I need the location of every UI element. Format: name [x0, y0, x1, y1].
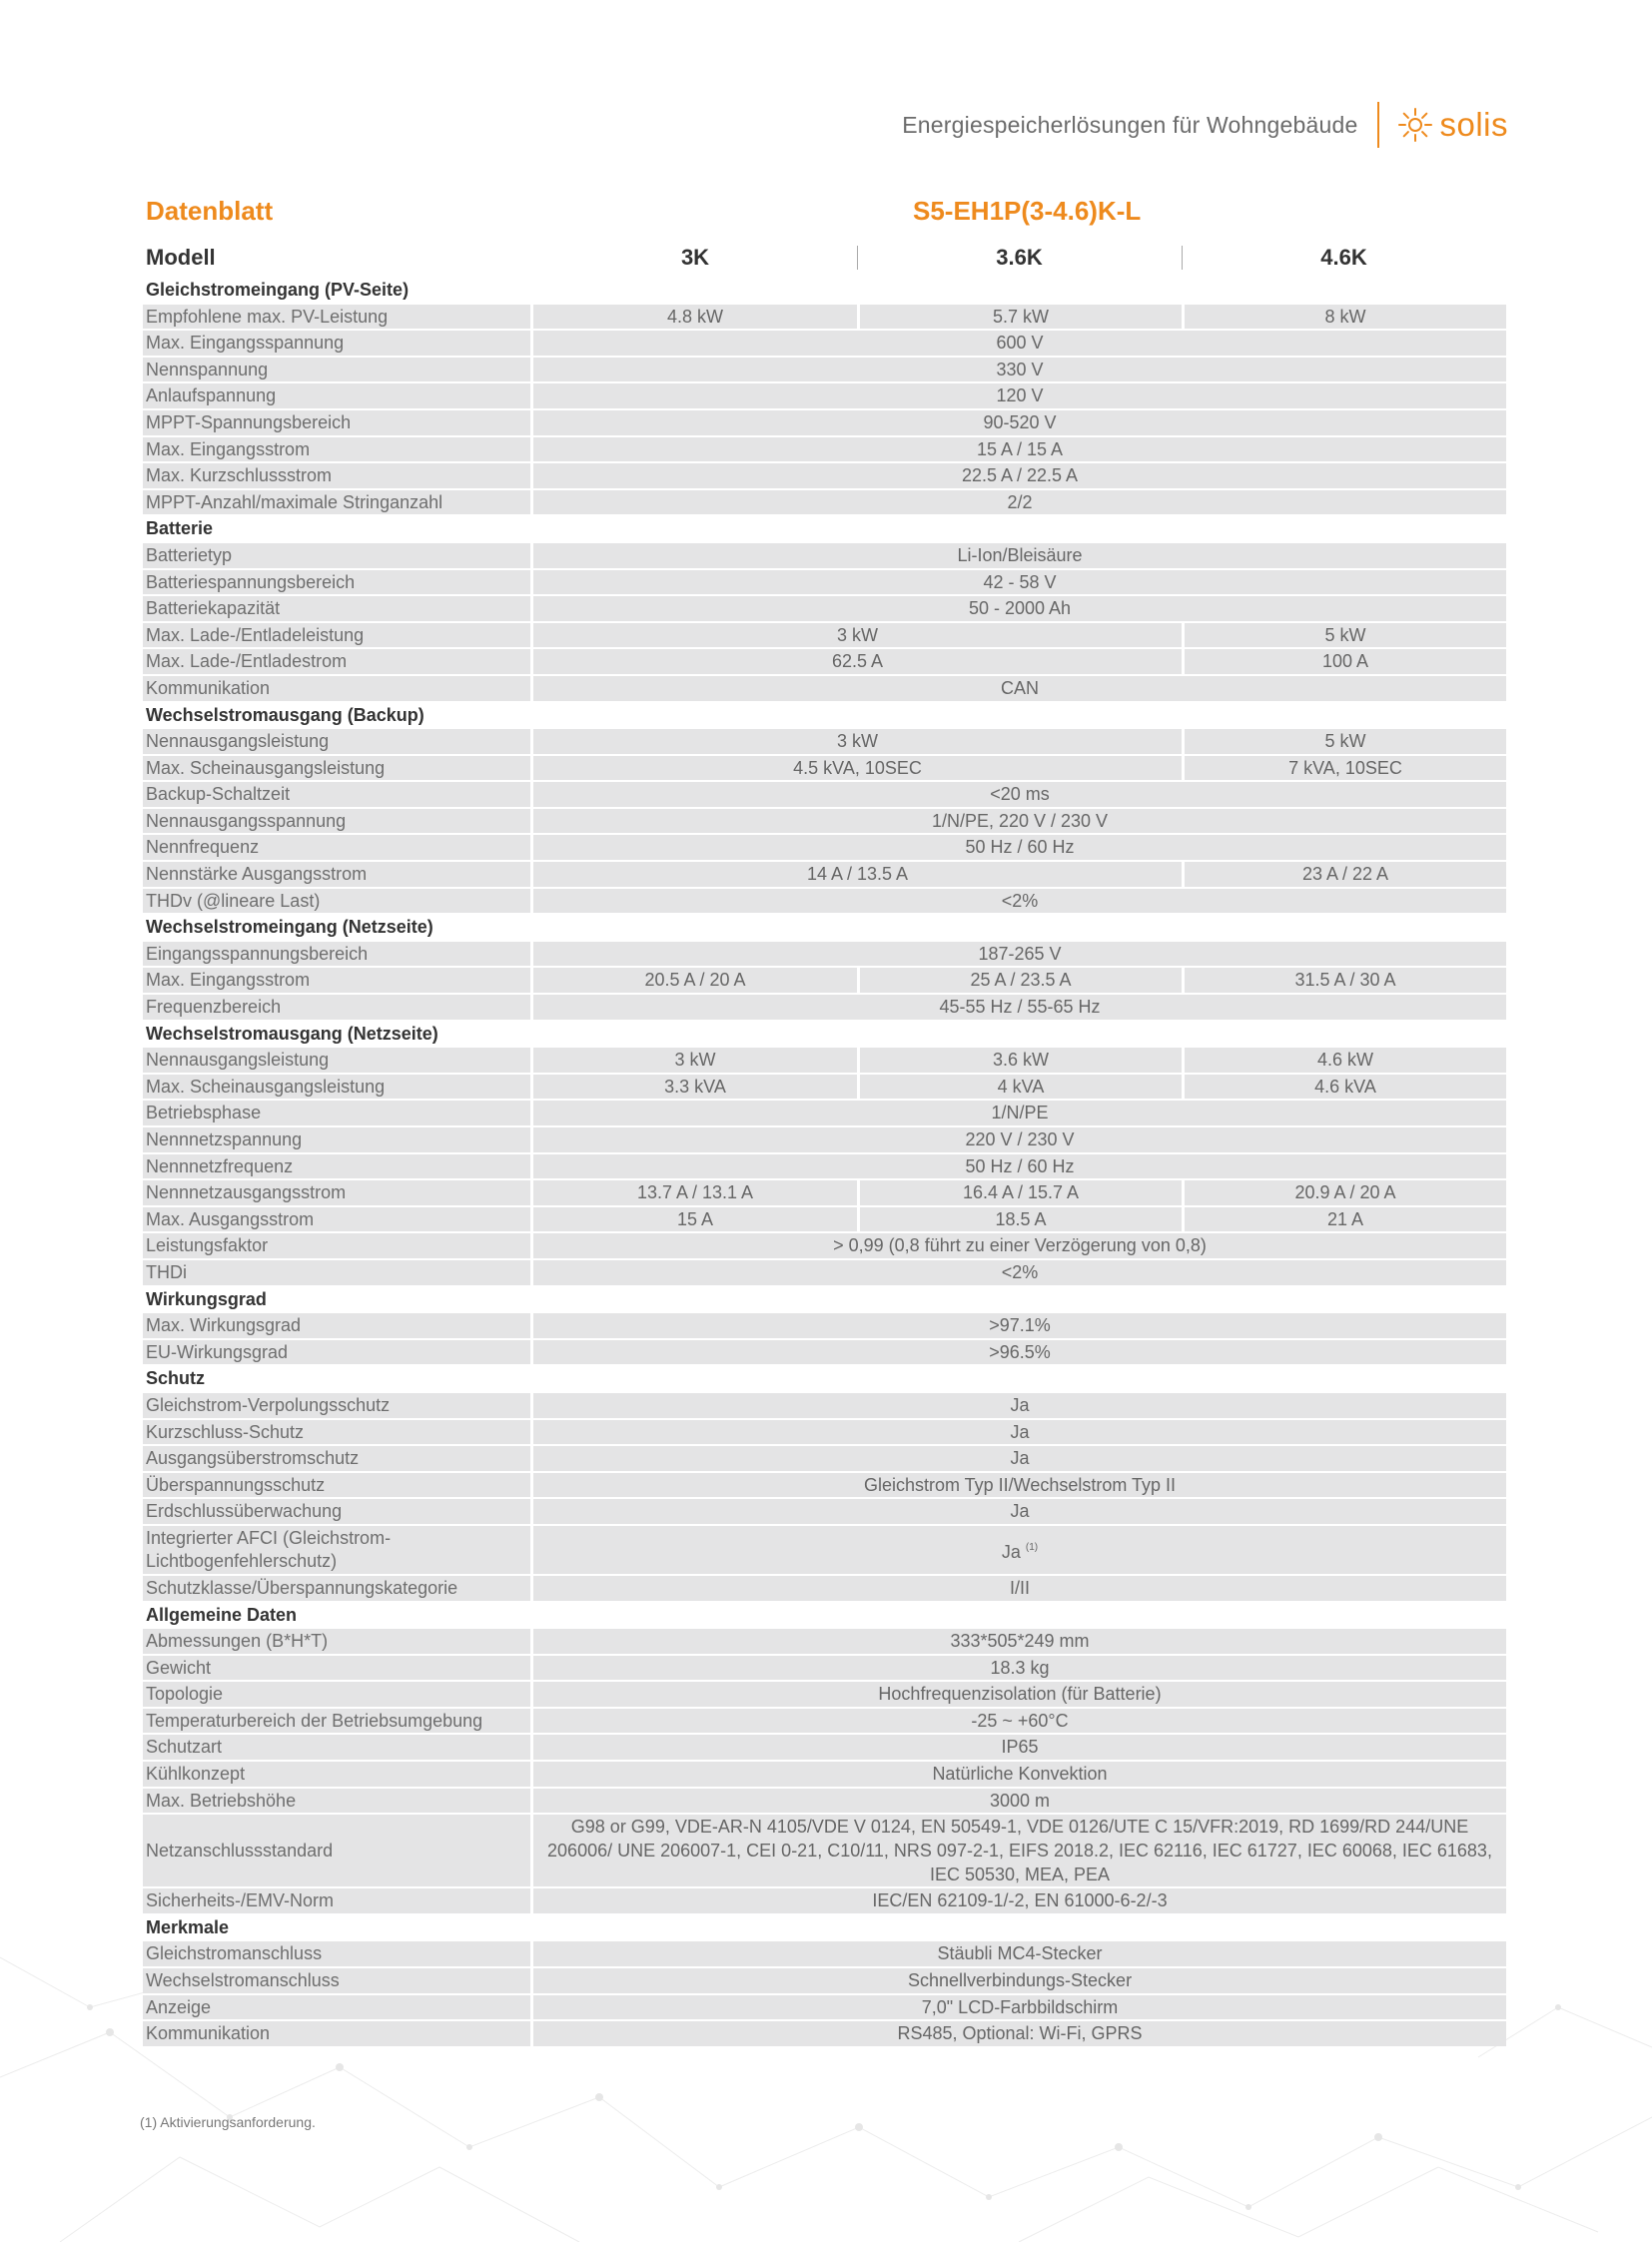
spec-value-text: Stäubli MC4-Stecker [937, 1943, 1103, 1964]
spec-label: Nennausgangsspannung [143, 809, 533, 834]
spec-value [533, 835, 1506, 860]
spec-value [533, 1075, 857, 1100]
spec-row [143, 1154, 1506, 1179]
spec-value [533, 543, 1506, 568]
spec-value-text: 22.5 A / 22.5 A [961, 465, 1079, 486]
spec-value [533, 1682, 1506, 1707]
footnote-marker: (1) [1025, 1541, 1039, 1553]
spec-value [533, 1499, 1506, 1524]
spec-value [533, 1656, 1506, 1681]
spec-value-text: 23 A / 22 A [1301, 864, 1389, 885]
spec-row [143, 968, 1506, 993]
spec-value [533, 305, 857, 330]
section-header-row [143, 1366, 1506, 1391]
spec-label: Nennausgangsleistung [143, 1048, 533, 1073]
spec-value-text: 15 A / 15 A [976, 438, 1064, 459]
spec-row [143, 1526, 1506, 1574]
spec-value [1182, 729, 1506, 754]
spec-label: Eingangsspannungsbereich [143, 942, 533, 967]
spec-value [533, 410, 1506, 435]
spec-row [143, 1709, 1506, 1734]
spec-value-text: 31.5 A / 30 A [1294, 970, 1396, 991]
spec-value [533, 490, 1506, 515]
spec-value [1182, 649, 1506, 674]
spec-row [143, 410, 1506, 435]
spec-row [143, 676, 1506, 701]
spec-label: Nennfrequenz [143, 835, 533, 860]
spec-value [533, 1340, 1506, 1365]
spec-value [533, 1526, 1506, 1574]
spec-value-text: 50 Hz / 60 Hz [965, 1155, 1075, 1176]
spec-value-text: 18.5 A [995, 1208, 1047, 1229]
spec-label: Überspannungsschutz [143, 1473, 533, 1498]
spec-value-text: 187-265 V [978, 943, 1062, 964]
spec-row [143, 782, 1506, 807]
spec-row [143, 305, 1506, 330]
spec-label: Gewicht [143, 1656, 533, 1681]
spec-label: Batterietyp [143, 543, 533, 568]
spec-row [143, 383, 1506, 408]
spec-row [143, 1207, 1506, 1232]
spec-value [533, 1473, 1506, 1498]
spec-value [1182, 1075, 1506, 1100]
spec-label: Anzeige [143, 1995, 533, 2020]
spec-value [1182, 1180, 1506, 1205]
spec-value [533, 1313, 1506, 1338]
spec-value-text: 13.7 A / 13.1 A [636, 1182, 754, 1203]
spec-value-text: 14 A / 13.5 A [806, 864, 909, 885]
spec-value [533, 1446, 1506, 1471]
spec-value [533, 1154, 1506, 1179]
spec-value-text: Li-Ion/Bleisäure [957, 544, 1083, 565]
spec-value-text: IP65 [1001, 1737, 1039, 1758]
spec-label: EU-Wirkungsgrad [143, 1340, 533, 1365]
section-header-row [143, 1603, 1506, 1628]
section-title: Wechselstromeingang (Netzseite) [146, 917, 433, 938]
spec-value-text: Schnellverbindungs-Stecker [907, 1970, 1133, 1991]
spec-value [533, 1233, 1506, 1258]
spec-value-text: CAN [1000, 677, 1039, 698]
spec-label: Wechselstromanschluss [143, 1968, 533, 1993]
spec-value-text: 18.3 kg [990, 1657, 1050, 1678]
spec-label: Max. Scheinausgangsleistung [143, 756, 533, 781]
spec-row [143, 1629, 1506, 1654]
section-header-row [143, 516, 1506, 541]
spec-value-text: Ja [1010, 1448, 1030, 1469]
section-header-row [143, 278, 1506, 303]
spec-label: Max. Scheinausgangsleistung [143, 1075, 533, 1100]
spec-label: MPPT-Spannungsbereich [143, 410, 533, 435]
spec-value [533, 1735, 1506, 1760]
page-header [902, 100, 1508, 150]
spec-row [143, 623, 1506, 648]
spec-row [143, 1420, 1506, 1445]
spec-value [533, 756, 1182, 781]
spec-value-text: 4 kVA [997, 1076, 1045, 1097]
spec-row [143, 1762, 1506, 1787]
spec-value [533, 809, 1506, 834]
spec-value-text: Ja [1010, 1421, 1030, 1442]
spec-value-text: 5 kW [1324, 731, 1366, 752]
spec-row [143, 809, 1506, 834]
spec-row [143, 1048, 1506, 1073]
spec-value [1182, 305, 1506, 330]
section-title: Batterie [146, 518, 214, 539]
model-variant: 3.6K [857, 242, 1182, 276]
spec-value [1182, 1048, 1506, 1073]
spec-value-text: 3.6 kW [992, 1050, 1049, 1071]
spec-value [533, 383, 1506, 408]
model-variant: 3K [680, 245, 710, 270]
spec-label: Max. Kurzschlussstrom [143, 463, 533, 488]
spec-value-text: 3000 m [989, 1790, 1051, 1811]
spec-row [143, 1340, 1506, 1365]
spec-row [143, 570, 1506, 595]
spec-label: Batteriekapazität [143, 596, 533, 621]
spec-label: MPPT-Anzahl/maximale Stringanzahl [143, 490, 533, 515]
spec-row [143, 1075, 1506, 1100]
spec-label: Nennnetzfrequenz [143, 1154, 533, 1179]
spec-label: Nennnetzausgangsstrom [143, 1180, 533, 1205]
model-variant: 4.6K [1182, 242, 1506, 276]
spec-value-text: >97.1% [989, 1315, 1051, 1336]
spec-row [143, 1393, 1506, 1418]
spec-value-text: 3 kW [836, 624, 878, 645]
spec-value-text: 3 kW [674, 1050, 716, 1071]
spec-row [143, 1941, 1506, 1966]
spec-value [533, 1393, 1506, 1418]
spec-value [533, 463, 1506, 488]
spec-row [143, 835, 1506, 860]
spec-label: Ausgangsüberstromschutz [143, 1446, 533, 1471]
spec-value-text: 1/N/PE, 220 V / 230 V [931, 810, 1109, 831]
header-divider [1377, 102, 1379, 148]
spec-value-text: <2% [1001, 1261, 1039, 1282]
spec-row [143, 729, 1506, 754]
spec-row [143, 1735, 1506, 1760]
spec-value-text: 62.5 A [831, 651, 884, 672]
spec-row [143, 437, 1506, 462]
section-title: Wechselstromausgang (Netzseite) [146, 1023, 438, 1044]
spec-label: Max. Ausgangsstrom [143, 1207, 533, 1232]
spec-row [143, 1656, 1506, 1681]
spec-value [533, 1629, 1506, 1654]
spec-row [143, 1499, 1506, 1524]
spec-value [857, 1207, 1182, 1232]
spec-value [533, 1789, 1506, 1814]
spec-value [857, 1048, 1182, 1073]
spec-row [143, 756, 1506, 781]
spec-label: Max. Lade-/Entladeleistung [143, 623, 533, 648]
spec-value [533, 1576, 1506, 1601]
spec-value-text: 7 kVA, 10SEC [1288, 757, 1402, 778]
spec-label: Max. Lade-/Entladestrom [143, 649, 533, 674]
spec-value-text: 600 V [996, 333, 1044, 354]
spec-row [143, 1888, 1506, 1913]
spec-value [533, 2021, 1506, 2046]
spec-label: Sicherheits-/EMV-Norm [143, 1888, 533, 1913]
spec-label: Nennspannung [143, 358, 533, 382]
section-header-row [143, 703, 1506, 728]
model-label: Modell [146, 245, 216, 270]
spec-label: Empfohlene max. PV-Leistung [143, 305, 533, 330]
spec-label: THDv (@lineare Last) [143, 889, 533, 914]
spec-row [143, 942, 1506, 967]
spec-value-text: 3.3 kVA [664, 1076, 726, 1097]
spec-value-text: Ja [1010, 1501, 1030, 1522]
section-title: Gleichstromeingang (PV-Seite) [146, 280, 410, 300]
spec-label: Kommunikation [143, 676, 533, 701]
spec-value-text: 120 V [996, 385, 1044, 406]
spec-label: Schutzklasse/Überspannungskategorie [143, 1576, 533, 1601]
spec-label: Leistungsfaktor [143, 1233, 533, 1258]
spec-value-text: 20.9 A / 20 A [1294, 1182, 1396, 1203]
brand-logo [1397, 106, 1508, 144]
spec-value [533, 1888, 1506, 1913]
spec-label: Nennausgangsleistung [143, 729, 533, 754]
spec-row [143, 1968, 1506, 1993]
spec-label: Frequenzbereich [143, 995, 533, 1020]
spec-value-text: RS485, Optional: Wi-Fi, GPRS [897, 2023, 1143, 2044]
spec-value [533, 1941, 1506, 1966]
spec-value-text: Hochfrequenzisolation (für Batterie) [878, 1684, 1162, 1705]
spec-row [143, 490, 1506, 515]
spec-row [143, 1682, 1506, 1707]
section-header-row [143, 1287, 1506, 1312]
spec-value [857, 968, 1182, 993]
spec-row [143, 1260, 1506, 1285]
spec-value-text: IEC/EN 62109-1/-2, EN 61000-6-2/-3 [872, 1890, 1168, 1911]
spec-value-text: 16.4 A / 15.7 A [962, 1182, 1080, 1203]
spec-value-text: 42 - 58 V [983, 571, 1057, 592]
spec-value-text: 25 A / 23.5 A [970, 970, 1072, 991]
spec-value-text: 4.6 kVA [1314, 1076, 1376, 1097]
spec-label: Max. Betriebshöhe [143, 1789, 533, 1814]
spec-row [143, 331, 1506, 356]
spec-label: Batteriespannungsbereich [143, 570, 533, 595]
spec-label: Temperaturbereich der Betriebsumgebung [143, 1709, 533, 1734]
spec-value [533, 729, 1182, 754]
spec-value-text: 5.7 kW [992, 306, 1049, 327]
spec-row [143, 1233, 1506, 1258]
spec-value [533, 1420, 1506, 1445]
spec-row [143, 1995, 1506, 2020]
spec-value-text: > 0,99 (0,8 führt zu einer Verzögerung von 0,8) [833, 1235, 1207, 1256]
title-row [146, 196, 1504, 232]
spec-value-text: 4.6 kW [1316, 1050, 1373, 1071]
spec-value-text: >96.5% [989, 1341, 1051, 1362]
section-title: Merkmale [146, 1916, 230, 1937]
brand-wordmark: solis [1439, 106, 1508, 143]
spec-value-text: 220 V / 230 V [965, 1129, 1075, 1149]
spec-value [533, 1127, 1506, 1152]
spec-label: Nennnetzspannung [143, 1127, 533, 1152]
spec-label: Netzanschlussstandard [143, 1815, 533, 1886]
spec-value [533, 1207, 857, 1232]
spec-label: Integrierter AFCI (Gleichstrom-Lichtbogenfehlerschutz) [143, 1526, 533, 1574]
spec-value-text: 45-55 Hz / 55-65 Hz [939, 997, 1101, 1018]
spec-value-text: 1/N/PE [991, 1103, 1049, 1123]
spec-value [533, 1815, 1506, 1886]
spec-row [143, 1473, 1506, 1498]
spec-value-text: I/II [1009, 1577, 1030, 1598]
spec-value [533, 570, 1506, 595]
spec-label: Backup-Schaltzeit [143, 782, 533, 807]
section-header-row [143, 1022, 1506, 1047]
spec-value-text: 3 kW [836, 731, 878, 752]
section-title: Wechselstromausgang (Backup) [146, 704, 424, 725]
spec-value [533, 437, 1506, 462]
spec-row [143, 1127, 1506, 1152]
spec-value-text: 21 A [1326, 1208, 1364, 1229]
spec-value-text: 7,0" LCD-Farbbildschirm [921, 1996, 1119, 2017]
footnote: (1) Aktivierungsanforderung. [140, 2114, 316, 2130]
spec-value [533, 331, 1506, 356]
spec-row [143, 1101, 1506, 1125]
spec-value [857, 305, 1182, 330]
spec-label: Schutzart [143, 1735, 533, 1760]
spec-value-text: 100 A [1321, 651, 1369, 672]
spec-label: Max. Wirkungsgrad [143, 1313, 533, 1338]
spec-label: THDi [143, 1260, 533, 1285]
spec-value-text: G98 or G99, VDE-AR-N 4105/VDE V 0124, EN 50549-1, VDE 0126/UTE C 15/VFR:2019, RD 1699/RD 244/UNE 206006/ UNE 206007-1, CEI 0-21, C10/11, NRS 097-2-1, EIFS 2018.2, IEC 62116, IEC 61727, IEC 60068, IEC 61683, IEC 50530, MEA, PEA [547, 1817, 1492, 1885]
spec-value [857, 1075, 1182, 1100]
spec-value-text: 4.8 kW [666, 306, 723, 327]
spec-value [533, 889, 1506, 914]
spec-value [533, 1968, 1506, 1993]
spec-value [533, 782, 1506, 807]
spec-value-text: 50 - 2000 Ah [968, 598, 1072, 619]
section-title: Wirkungsgrad [146, 1288, 267, 1309]
spec-label: Kühlkonzept [143, 1762, 533, 1787]
spec-value-text: 50 Hz / 60 Hz [965, 837, 1075, 858]
spec-row [143, 1313, 1506, 1338]
spec-row [143, 596, 1506, 621]
spec-value [533, 676, 1506, 701]
spec-label: Anlaufspannung [143, 383, 533, 408]
spec-value-text: Ja [1010, 1394, 1030, 1415]
header-tagline: Energiespeicherlösungen für Wohngebäude [902, 111, 1358, 138]
spec-value-text: 333*505*249 mm [950, 1631, 1090, 1652]
spec-row [143, 1576, 1506, 1601]
spec-row [143, 862, 1506, 887]
spec-label: Max. Eingangsspannung [143, 331, 533, 356]
spec-value-text: <20 ms [990, 784, 1050, 805]
spec-label: Kommunikation [143, 2021, 533, 2046]
spec-value-text: Natürliche Konvektion [932, 1764, 1108, 1785]
section-title: Schutz [146, 1368, 206, 1389]
spec-row [143, 1815, 1506, 1886]
spec-value [1182, 1207, 1506, 1232]
spec-value [533, 942, 1506, 967]
spec-value-text: 330 V [996, 359, 1044, 379]
spec-value [533, 1260, 1506, 1285]
spec-value [533, 1101, 1506, 1125]
model-header-row [143, 242, 1506, 276]
spec-value-text: -25 ~ +60°C [971, 1710, 1069, 1731]
spec-value [1182, 968, 1506, 993]
spec-row [143, 1180, 1506, 1205]
spec-value [533, 1180, 857, 1205]
spec-value [533, 968, 857, 993]
spec-value [533, 649, 1182, 674]
spec-label: Topologie [143, 1682, 533, 1707]
spec-label: Betriebsphase [143, 1101, 533, 1125]
spec-row [143, 358, 1506, 382]
spec-label: Nennstärke Ausgangsstrom [143, 862, 533, 887]
spec-value-text: 20.5 A / 20 A [644, 970, 746, 991]
spec-value [533, 862, 1182, 887]
spec-value-text: Gleichstrom Typ II/Wechselstrom Typ II [863, 1474, 1177, 1495]
spec-value-text: 15 A [676, 1208, 714, 1229]
section-title: Allgemeine Daten [146, 1604, 298, 1625]
spec-value-text: 2/2 [1007, 491, 1033, 512]
spec-row [143, 649, 1506, 674]
spec-value [1182, 756, 1506, 781]
section-header-row [143, 915, 1506, 940]
sun-icon [1397, 107, 1433, 143]
spec-value-text: 5 kW [1324, 624, 1366, 645]
spec-value-text: 90-520 V [983, 411, 1057, 432]
spec-value [533, 1048, 857, 1073]
spec-value-text: 8 kW [1324, 306, 1366, 327]
document-title: Datenblatt [146, 196, 274, 226]
spec-row [143, 995, 1506, 1020]
model-series-title: S5-EH1P(3-4.6)K-L [913, 196, 1142, 226]
spec-value [1182, 862, 1506, 887]
spec-label: Gleichstrom-Verpolungsschutz [143, 1393, 533, 1418]
spec-value-text: 4.5 kVA, 10SEC [793, 757, 922, 778]
spec-label: Abmessungen (B*H*T) [143, 1629, 533, 1654]
spec-label: Max. Eingangsstrom [143, 968, 533, 993]
spec-value [533, 1995, 1506, 2020]
spec-value [533, 1709, 1506, 1734]
spec-label: Gleichstromanschluss [143, 1941, 533, 1966]
spec-value-text: <2% [1001, 890, 1039, 911]
spec-label: Max. Eingangsstrom [143, 437, 533, 462]
spec-value [533, 596, 1506, 621]
spec-value [533, 995, 1506, 1020]
spec-value [533, 358, 1506, 382]
spec-row [143, 2021, 1506, 2046]
spec-table [143, 240, 1506, 2048]
spec-label: Erdschlussüberwachung [143, 1499, 533, 1524]
spec-value-text: Ja [1001, 1541, 1021, 1562]
spec-row [143, 463, 1506, 488]
spec-row [143, 1446, 1506, 1471]
spec-row [143, 1789, 1506, 1814]
spec-value [533, 623, 1182, 648]
spec-value [1182, 623, 1506, 648]
spec-row [143, 889, 1506, 914]
section-header-row [143, 1915, 1506, 1940]
spec-label: Kurzschluss-Schutz [143, 1420, 533, 1445]
spec-row [143, 543, 1506, 568]
spec-value [533, 1762, 1506, 1787]
spec-value [857, 1180, 1182, 1205]
